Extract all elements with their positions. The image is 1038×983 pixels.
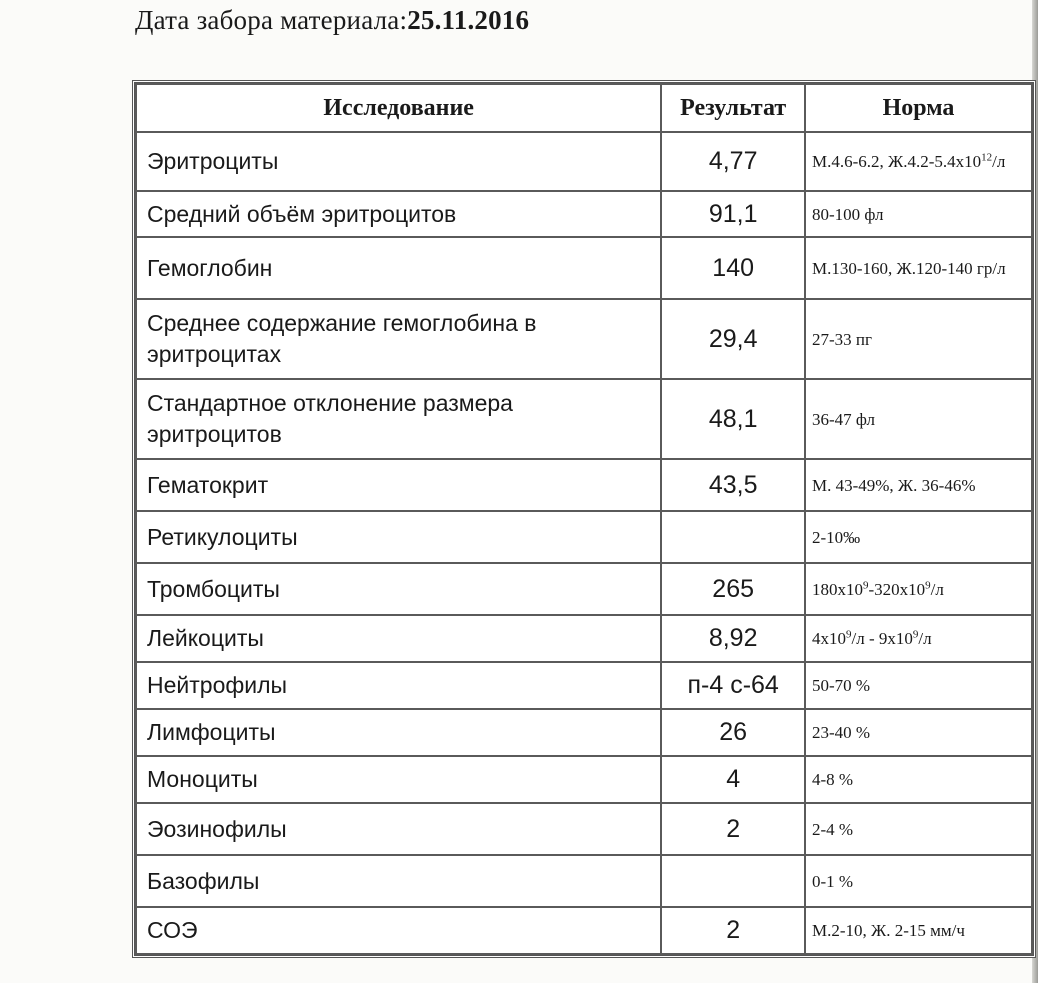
table-row xyxy=(136,459,1032,511)
norm-part: 4x10 xyxy=(811,629,846,648)
table-row xyxy=(136,191,1032,237)
test-result xyxy=(661,511,805,563)
test-result: 26 xyxy=(661,709,805,756)
test-name: Среднее содержание гемоглобина в эритроцитах xyxy=(136,299,661,379)
test-name: Эритроциты xyxy=(136,132,661,191)
results-table xyxy=(135,83,1033,955)
table-row xyxy=(136,299,1032,379)
table-row xyxy=(136,511,1032,563)
test-norm: 23-40 % xyxy=(805,709,1032,756)
test-norm: 50-70 % xyxy=(805,662,1032,709)
test-result: 2 xyxy=(661,907,805,954)
test-name: Ретикулоциты xyxy=(136,511,661,563)
table-row xyxy=(136,379,1032,459)
test-norm: 80-100 фл xyxy=(805,191,1032,237)
column-header-norm: Норма xyxy=(805,84,1032,132)
test-name: Базофилы xyxy=(136,855,661,907)
results-table-frame xyxy=(132,80,1036,958)
test-norm: 0-1 % xyxy=(805,855,1032,907)
norm-unit: /л xyxy=(992,152,1006,171)
norm-exponent: 9 xyxy=(925,578,931,591)
test-name: Моноциты xyxy=(136,756,661,803)
test-name: Гемоглобин xyxy=(136,237,661,299)
norm-part: 180x10 xyxy=(811,579,863,599)
test-result: 4 xyxy=(661,756,805,803)
table-row xyxy=(136,907,1032,954)
test-result: 8,92 xyxy=(661,615,805,662)
test-name: Эозинофилы xyxy=(136,803,661,855)
table-row xyxy=(136,709,1032,756)
norm-part: /л - 9x10 xyxy=(851,629,913,648)
table-row xyxy=(136,237,1032,299)
norm-unit: /л xyxy=(918,629,932,648)
test-name: Стандартное отклонение размера эритроцитов xyxy=(136,379,661,459)
norm-exponent: 12 xyxy=(981,151,993,164)
table-row xyxy=(136,615,1032,662)
norm-part: -320x10 xyxy=(868,579,926,599)
norm-exponent: 9 xyxy=(845,628,852,641)
test-result: п-4 с-64 xyxy=(661,662,805,709)
norm-exponent: 9 xyxy=(862,578,869,591)
test-norm: М.130-160, Ж.120-140 гр/л xyxy=(805,237,1032,299)
test-norm xyxy=(805,615,1032,662)
test-result: 43,5 xyxy=(661,459,805,511)
test-norm xyxy=(805,563,1032,615)
collection-date-heading xyxy=(135,3,529,37)
test-name: Лимфоциты xyxy=(136,709,661,756)
test-result xyxy=(661,855,805,907)
norm-part: М.4.6-6.2, Ж.4.2-5.4x10 xyxy=(811,152,982,171)
test-result: 4,77 xyxy=(661,132,805,191)
test-norm: 2-10‰ xyxy=(805,511,1032,563)
test-name: Тромбоциты xyxy=(136,563,661,615)
column-header-result: Результат xyxy=(661,84,805,132)
norm-exponent: 9 xyxy=(912,628,919,641)
test-result: 140 xyxy=(661,237,805,299)
table-row xyxy=(136,855,1032,907)
table-row xyxy=(136,662,1032,709)
table-header-row xyxy=(136,84,1032,132)
table-row xyxy=(136,803,1032,855)
table-row xyxy=(136,563,1032,615)
norm-unit: /л xyxy=(930,579,944,599)
test-norm: 4-8 % xyxy=(805,756,1032,803)
test-name: Гематокрит xyxy=(136,459,661,511)
test-result: 91,1 xyxy=(661,191,805,237)
test-name: Лейкоциты xyxy=(136,615,661,662)
date-value: 25.11.2016 xyxy=(407,5,530,35)
test-norm: 36-47 фл xyxy=(805,379,1032,459)
test-result: 29,4 xyxy=(661,299,805,379)
test-result: 2 xyxy=(661,803,805,855)
table-row xyxy=(136,756,1032,803)
test-name: СОЭ xyxy=(136,907,661,954)
table-row xyxy=(136,132,1032,191)
test-norm: 2-4 % xyxy=(805,803,1032,855)
test-norm xyxy=(805,132,1032,191)
test-name: Нейтрофилы xyxy=(136,662,661,709)
test-norm: М.2-10, Ж. 2-15 мм/ч xyxy=(805,907,1032,954)
column-header-test: Исследование xyxy=(136,84,661,132)
date-label: Дата забора материала: xyxy=(135,5,408,35)
test-result: 265 xyxy=(661,563,805,615)
test-norm: 27-33 пг xyxy=(805,299,1032,379)
test-norm: М. 43-49%, Ж. 36-46% xyxy=(805,459,1032,511)
test-result: 48,1 xyxy=(661,379,805,459)
test-name: Средний объём эритроцитов xyxy=(136,191,661,237)
